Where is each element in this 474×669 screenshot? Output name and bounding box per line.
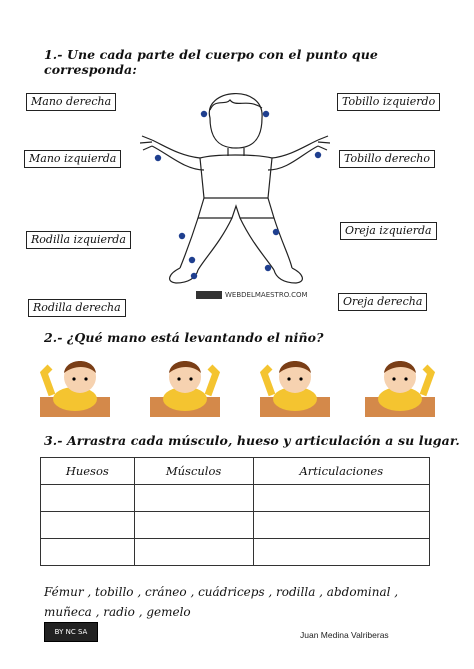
header-articulaciones: Articulaciones bbox=[253, 458, 429, 485]
drop-cell[interactable] bbox=[134, 512, 253, 539]
drop-cell[interactable] bbox=[253, 485, 429, 512]
word-bank bbox=[44, 582, 444, 622]
watermark-text: WEBDELMAESTRO.COM bbox=[225, 291, 308, 299]
kid-option-4[interactable] bbox=[365, 361, 435, 417]
kids-images-row bbox=[30, 355, 450, 421]
kid-option-1[interactable] bbox=[40, 361, 110, 417]
drop-cell[interactable] bbox=[134, 485, 253, 512]
dot-rodilla-derecha[interactable] bbox=[179, 233, 185, 239]
question-1-title: 1.- Une cada parte del cuerpo con el punto que corresponda: bbox=[44, 47, 378, 77]
drop-cell[interactable] bbox=[41, 485, 135, 512]
dot-oreja-izquierda[interactable] bbox=[263, 111, 269, 117]
body-outline-figure bbox=[140, 78, 330, 294]
creative-commons-license-icon bbox=[44, 622, 98, 642]
drop-cell[interactable] bbox=[41, 539, 135, 566]
table-row bbox=[41, 485, 430, 512]
header-huesos: Huesos bbox=[41, 458, 135, 485]
header-musculos: Músculos bbox=[134, 458, 253, 485]
dot-tobillo-derecho[interactable] bbox=[189, 257, 195, 263]
label-tobillo-derecho[interactable]: Tobillo derecho bbox=[339, 150, 435, 168]
kid-option-2[interactable] bbox=[150, 361, 220, 417]
label-oreja-derecha[interactable]: Oreja derecha bbox=[338, 293, 427, 311]
label-rodilla-derecha[interactable]: Rodilla derecha bbox=[28, 299, 126, 317]
label-tobillo-izquierdo[interactable]: Tobillo izquierdo bbox=[337, 93, 440, 111]
dot-rodilla-izquierda[interactable] bbox=[273, 229, 279, 235]
drop-cell[interactable] bbox=[253, 539, 429, 566]
label-oreja-izquierda[interactable]: Oreja izquierda bbox=[340, 222, 437, 240]
license-text: BY NC SA bbox=[54, 628, 88, 636]
drop-cell[interactable] bbox=[41, 512, 135, 539]
kid-option-3[interactable] bbox=[260, 361, 330, 417]
dot-oreja-derecha[interactable] bbox=[201, 111, 207, 117]
dot-tobillo-derecho-2[interactable] bbox=[191, 273, 197, 279]
classification-table bbox=[40, 457, 430, 566]
question-2-title: 2.- ¿Qué mano está levantando el niño? bbox=[44, 330, 324, 345]
drop-cell[interactable] bbox=[253, 512, 429, 539]
word-bank-line-2[interactable]: muñeca , radio , gemelo bbox=[44, 605, 191, 619]
dot-mano-izquierda[interactable] bbox=[315, 152, 321, 158]
dot-tobillo-izquierdo[interactable] bbox=[265, 265, 271, 271]
watermark bbox=[196, 291, 308, 299]
label-rodilla-izquierda[interactable]: Rodilla izquierda bbox=[26, 231, 131, 249]
drop-cell[interactable] bbox=[134, 539, 253, 566]
table-row bbox=[41, 539, 430, 566]
label-mano-derecha[interactable]: Mano derecha bbox=[26, 93, 116, 111]
word-bank-line-1[interactable]: Fémur , tobillo , cráneo , cuádriceps , rodilla , abdominal , bbox=[44, 585, 399, 599]
cc-badge-icon bbox=[196, 291, 222, 299]
author-name: Juan Medina Valriberas bbox=[300, 630, 389, 640]
question-3-title: 3.- Arrastra cada músculo, hueso y articulación a su lugar. bbox=[44, 433, 460, 448]
table-row bbox=[41, 512, 430, 539]
label-mano-izquierda[interactable]: Mano izquierda bbox=[24, 150, 121, 168]
dot-mano-derecha[interactable] bbox=[155, 155, 161, 161]
